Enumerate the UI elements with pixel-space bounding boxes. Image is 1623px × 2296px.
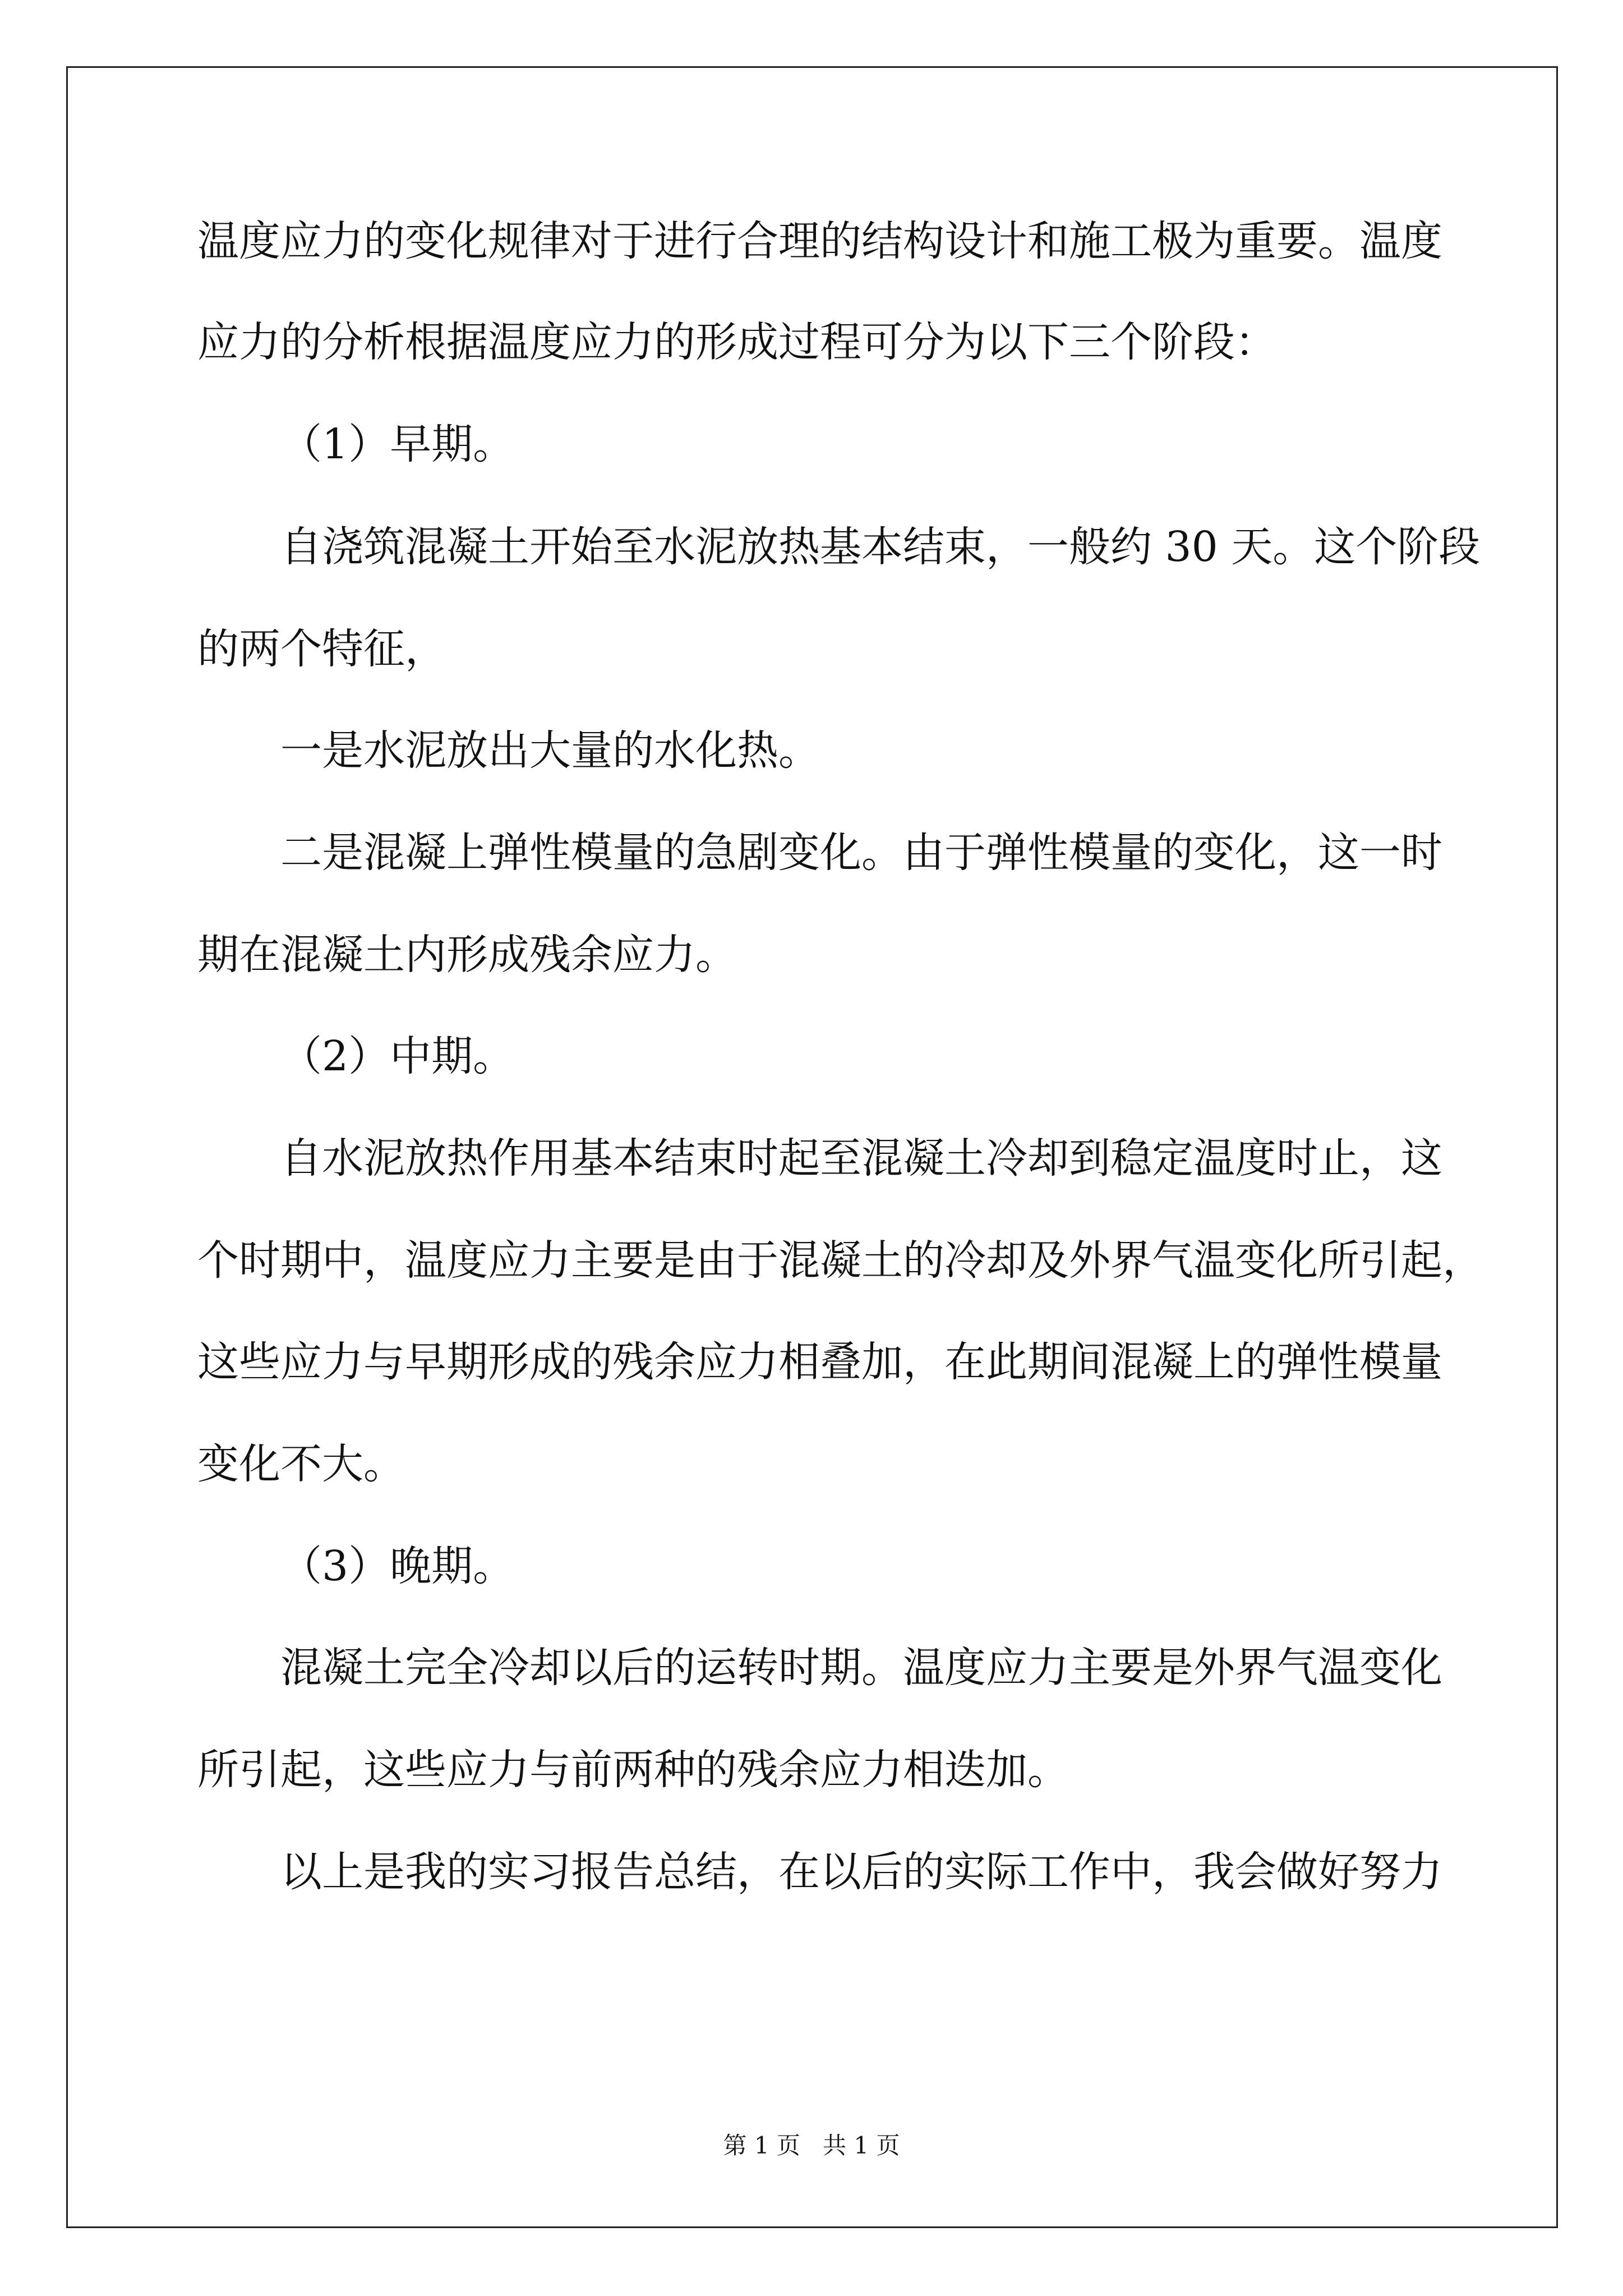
paragraph-line: 个时期中，温度应力主要是由于混凝土的冷却及外界气温变化所引起， [197, 1236, 1484, 1285]
paragraph-line: 期在混凝土内形成残余应力。 [197, 931, 737, 979]
paragraph-line: 一是水泥放出大量的水化热。 [280, 726, 820, 775]
paragraph-line: 变化不大。 [197, 1440, 405, 1488]
paragraph-line: 以上是我的实习报告总结，在以后的实际工作中，我会做好努力 [280, 1848, 1442, 1896]
paragraph-line: 自水泥放热作用基本结束时起至混凝土冷却到稳定温度时止，这 [280, 1134, 1442, 1182]
paragraph-line: 所引起，这些应力与前两种的残余应力相迭加。 [197, 1746, 1069, 1794]
paragraph-line: 这些应力与早期形成的残余应力相叠加，在此期间混凝上的弹性模量 [197, 1338, 1442, 1386]
paragraph-line: 的两个特征， [197, 625, 446, 673]
paragraph-line: 混凝土完全冷却以后的运转时期。温度应力主要是外界气温变化 [280, 1644, 1442, 1692]
paragraph-line: 应力的分析根据温度应力的形成过程可分为以下三个阶段： [197, 318, 1276, 366]
paragraph-line: 自浇筑混凝土开始至水泥放热基本结束，一般约 30 天。这个阶段 [280, 523, 1481, 571]
paragraph-line: 二是混凝上弹性模量的急剧变化。由于弹性模量的变化，这一时 [280, 829, 1442, 877]
section-heading-early: （1）早期。 [280, 420, 515, 468]
paragraph-line: 温度应力的变化规律对于进行合理的结构设计和施工极为重要。温度 [197, 217, 1442, 265]
section-heading-middle: （2）中期。 [280, 1032, 515, 1080]
section-heading-late: （3）晚期。 [280, 1542, 515, 1590]
page-number-footer: 第 1 页 共 1 页 [723, 2132, 900, 2159]
